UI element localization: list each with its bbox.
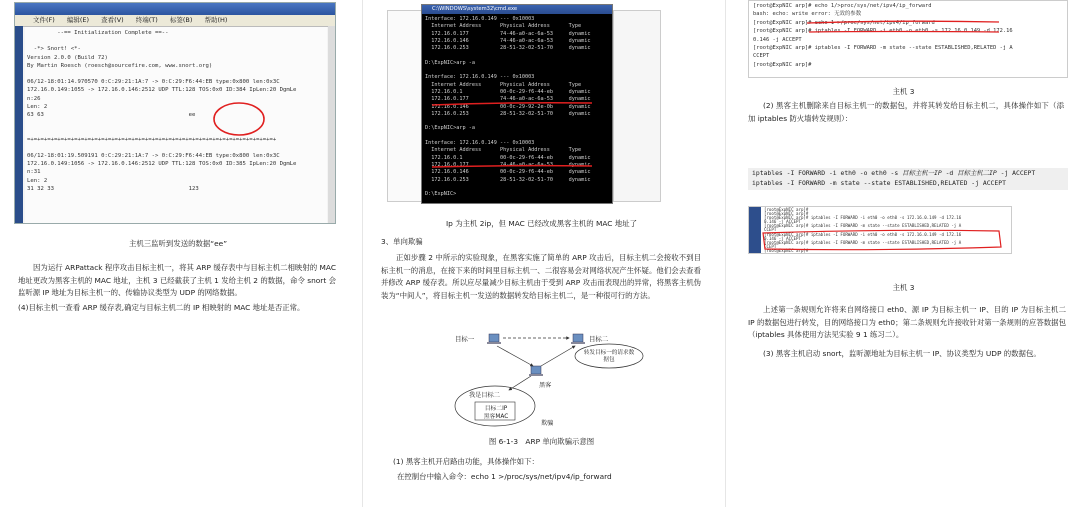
terminal-line: [root@ExpNIC arp]# iptables -I FORWARD -i eth0 -o eth0 -s 172.16.0.149 -d 172.16 [753, 28, 1013, 35]
terminal-line: 06/12-18:01:19.509191 0:C:29:21:1A:7 -> 0:C:29:F6:44:EB type:0x800 len:0x3C [27, 153, 280, 160]
terminal-line: [root@ExpNIC arp]# [764, 247, 809, 253]
figure-caption: 主机三监听到发送的数据“ee” [128, 239, 228, 248]
terminal-line: n:26 [27, 95, 41, 102]
terminal-line: 172.16.0.177 74-46-a0-ac-6a-53 dynamic [425, 96, 591, 103]
label-spoof: 欺骗 [541, 420, 554, 427]
terminal-line: 172.16.0.177 74-46-a0-ac-6a-53 dynamic [425, 161, 591, 168]
step-text: (1) 黑客主机开启路由功能，具体操作如下： [393, 457, 539, 466]
label-target-2: 目标二 [589, 335, 609, 343]
terminal-line: 0.146 -j ACCEPT [764, 219, 801, 225]
terminal-line: 172.16.0.253 28-51-32-02-51-70 dynamic [425, 45, 591, 52]
terminal-line: 0.146 -j ACCEPT [753, 36, 802, 43]
terminal-line: [root@ExpNIC arp]# echo 1 >/proc/sys/net/ipv4/ip_forward [753, 19, 935, 26]
terminal-line: 172.16.0.149:1056 -> 172.16.0.146:2512 UDP TTL:128 TOS:0x0 ID:385 IpLen:20 DgmLe [27, 161, 297, 168]
terminal-menubar [15, 15, 335, 27]
bubble-mac: 黑客MAC [483, 414, 509, 420]
menu-file: 文件(F) [33, 16, 55, 24]
terminal-line: 06/12-18:01:14.970570 0:C:29:21:1A:7 -> 0:C:29:F6:44:EB type:0x800 len:0x3C [27, 79, 280, 86]
terminal-line: --== Initialization Complete ==-- [27, 30, 169, 36]
terminal-body [25, 27, 327, 223]
label-forward: 转发目标一的请求数据包 [583, 350, 635, 363]
desktop-sidebar [15, 26, 23, 223]
figure-caption: 图 6-1-3 ARP 单向欺骗示意图 [488, 437, 595, 446]
figure-caption: 主机 3 [892, 283, 915, 292]
terminal-scrollbar [328, 26, 335, 223]
paragraph: (2) 黑客主机删除来自目标主机一的数据包，并将其转发给目标主机二，具体操作如下（添加 iptables 防火墙转发规则）： [748, 101, 1064, 123]
terminal-line: =+=+=+=+=+=+=+=+=+=+=+=+=+=+=+=+=+=+=+=+=+=+=+=+=+=+=+=+=+=+=+=+=+=+=+=+=+ [27, 136, 277, 143]
terminal-line: 172.16.0.1 00-0c-29-f6-44-eb dynamic [425, 88, 591, 95]
terminal-line: [root@ExpNIC arp]# iptables -I FORWARD -i eth0 -o eth0 -s 172.16.0.149 -d 172.16 [764, 231, 962, 237]
terminal-line: [root@ExpNIC arp]# [764, 211, 809, 217]
menu-terminal: 终端(T) [135, 16, 158, 24]
terminal-line: 31 32 33 123 [27, 185, 199, 192]
terminal-line: [root@ExpNIC arp]# [764, 207, 809, 212]
cmd-window [421, 4, 613, 204]
terminal-line: 172.16.0.146 74-46-a0-ac-6a-53 dynamic [425, 37, 591, 44]
terminal-line: 172.16.0.177 74-46-a0-ac-6a-53 dynamic [425, 30, 591, 37]
paragraph: (3) 黑客主机启动 snort，监听源地址为目标主机一 IP、协议类型为 UDP 的数据包。 [763, 349, 1041, 358]
terminal-line: [root@ExpNIC arp]# iptables -I FORWARD -i eth0 -o eth0 -s 172.16.0.149 -d 172.16 [764, 215, 962, 221]
terminal-line: -*> Snort! <*- [27, 46, 81, 53]
red-box-annotation [749, 207, 1011, 253]
document-page-2 [362, 0, 720, 507]
terminal-line: 172.16.0.146 00-0c-29-92-2e-0b dynamic [425, 103, 591, 110]
step-command: 在控制台中输入命令：echo 1 >/proc/sys/net/ipv4/ip_forward [397, 472, 612, 481]
terminal-line: CCEPT [764, 227, 777, 233]
document-page-1 [0, 0, 356, 507]
terminal-line [27, 37, 296, 45]
arp-cmd-screenshot [387, 4, 657, 202]
terminal-line: n:31 [27, 169, 41, 176]
terminal-line [27, 70, 296, 78]
terminal-line: [root@ExpNIC arp]# iptables -I FORWARD -m state --state ESTABLISHED,RELATED -j A [764, 223, 962, 229]
cmd-part: -d [941, 169, 958, 177]
terminal-line: bash: echo: write error: 无效的参数 [753, 11, 862, 18]
terminal-line: Internet Address Physical Address Type [425, 147, 582, 154]
arp-spoof-diagram [453, 322, 653, 430]
terminal-line: 172.16.0.149:1055 -> 172.16.0.146:2512 UDP TTL:128 TOS:0x0 ID:384 IpLen:20 DgmLe [27, 87, 297, 94]
terminal-line: Internet Address Physical Address Type [425, 23, 582, 30]
bubble-ip: 目标二IP [484, 406, 508, 412]
terminal-line: By Martin Roesch (roesch@sourcefire.com, www.snort.org) [27, 62, 213, 69]
figure-caption: Ip 为主机 2ip，但 MAC 已经改成黑客主机的 MAC 地址了 [446, 219, 637, 228]
cmd-part: iptables -I FORWARD -i eth0 -o eth0 -s [752, 169, 903, 177]
menu-edit: 编辑(E) [66, 16, 90, 24]
terminal-line: [root@ExpNIC arp]# iptables -I FORWARD -m state --state ESTABLISHED,RELATED -j A [764, 239, 962, 245]
terminal-line: 63 63 ee [27, 112, 196, 119]
paragraph: (4)目标主机一查看 ARP 缓存表,确定与目标主机二的 IP 相映射的 MAC 地址是否正常。 [18, 303, 305, 312]
terminal-line: 0.146 -j ACCEPT [764, 235, 801, 241]
iptables-command-block [748, 168, 1068, 190]
terminal-line: Len: 2 [27, 103, 48, 110]
terminal-line: [root@ExpNIC arp]# iptables -I FORWARD -m state --state ESTABLISHED,RELATED -j A [753, 45, 1013, 52]
cmd-placeholder: 目标主机二IP [957, 169, 997, 177]
terminal-line: [root@ExpNIC arp]# echo 1/>proc/sys/net/ipv4/ip_forward [753, 3, 932, 9]
terminal-line: Len: 2 [27, 177, 48, 184]
terminal-line: Internet Address Physical Address Type [425, 81, 582, 88]
terminal-line: 172.16.0.253 28-51-32-02-51-70 dynamic [425, 176, 591, 183]
window-titlebar [15, 3, 335, 15]
section-heading: 3、单向欺骗 [381, 237, 423, 246]
red-highlight-annotation [749, 1, 1067, 77]
iptables-screenshot-1 [748, 0, 1068, 78]
terminal-line: 172.16.0.1 00-0c-29-f6-44-eb dynamic [425, 154, 591, 161]
terminal-line: CCEPT [764, 243, 777, 249]
paragraph: 因为运行 ARPattack 程序攻击目标主机一，将其 ARP 缓存表中与目标主机二相映射的 MAC 地址更改为黑客主机的 MAC 地址，主机 3 已经截获了主机 1 发给主机 2 的数据，命令 snort 会监听源 IP 地址为目标主机一的、传输协议类型为 UDP 的网络数据。 [18, 263, 336, 298]
red-underline-annotation [422, 5, 612, 203]
terminal-line: D:\ExpNIC> [425, 191, 457, 198]
right-side-panel [613, 10, 661, 202]
snort-terminal-screenshot [14, 2, 336, 224]
terminal-line: Interface: 172.16.0.149 --- 0x10003 [425, 16, 535, 22]
terminal-line: Interface: 172.16.0.149 --- 0x10003 [425, 140, 535, 147]
iptables-screenshot-2 [748, 206, 1012, 254]
paragraph: 上述第一条规则允许将来自网络接口 eth0、源 IP 为目标主机一 IP、目的 IP 为目标主机二 IP 的数据包进行转发，目的网络接口为 eth0；第二条规则允许接收针对第一条规则的应答数据包（iptables 具体使用方法见实验 9 1 练习二）。 [748, 305, 1066, 340]
terminal-line: D:\ExpNIC>arp -a [425, 59, 475, 66]
menu-tabs: 标签(B) [169, 16, 193, 24]
terminal-line: 172.16.0.253 28-51-32-02-51-70 dynamic [425, 110, 591, 117]
terminal-line: Version 2.0.0 (Build 72) [27, 54, 108, 61]
bubble-title: 我是目标二 [469, 392, 500, 399]
document-page-3 [725, 0, 1080, 507]
terminal-line: D:\ExpNIC>arp -a [425, 125, 475, 132]
label-target-1: 目标一 [455, 335, 475, 343]
label-hacker: 黑客 [539, 382, 552, 389]
cmd-placeholder: 目标主机一IP [902, 169, 942, 177]
terminal-line: 172.16.0.146 00-0c-29-f6-44-eb dynamic [425, 169, 591, 176]
menu-view: 查看(V) [101, 16, 124, 24]
cmd-title: C:\WINDOWS\system32\cmd.exe [422, 5, 612, 14]
terminal-line: CCEPT [753, 53, 770, 60]
red-circle-annotation [211, 99, 267, 139]
cmd-part: -j ACCEPT [996, 169, 1036, 177]
cmd-line: iptables -I FORWARD -m state --state ESTABLISHED,RELATED -j ACCEPT [752, 179, 1006, 187]
paragraph: 正如步骤 2 中所示的实验现象，在黑客实施了简单的 ARP 攻击后，目标主机二会接收不到目标主机一的消息，在接下来的时间里目标主机一、二很容易会对网络状况产生怀疑。他们会去查看并修改 ARP 缓存表。所以应尽量减少目标主机由于受到 ARP 攻击而表现出的异常，将黑客主机伪装为“中间人”，将目标主机一发送的数据转发给目标主机二，是一种很可行的方法。 [381, 253, 701, 300]
terminal-line: [root@ExpNIC arp]# [753, 61, 812, 68]
terminal-line: Interface: 172.16.0.149 --- 0x10003 [425, 74, 535, 81]
menu-help: 帮助(H) [204, 16, 228, 24]
terminal-line [27, 144, 296, 152]
figure-caption: 主机 3 [892, 87, 915, 96]
